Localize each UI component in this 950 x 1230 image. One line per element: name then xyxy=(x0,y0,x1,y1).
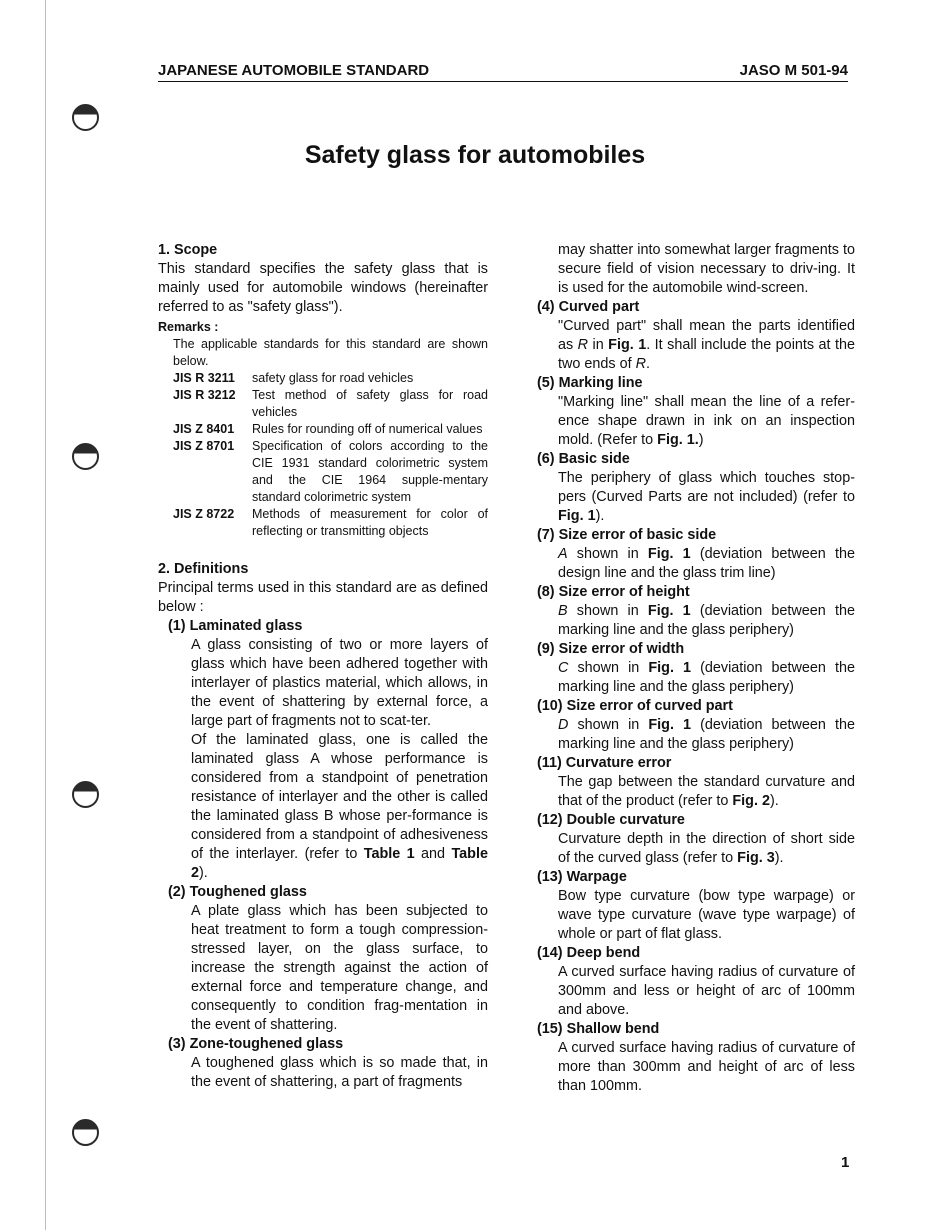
reference-code: JIS Z 8701 xyxy=(173,439,235,453)
text-run: The periphery of glass which touches stop-pers (Curved Parts are not included) (refer to xyxy=(558,470,855,505)
reference-description: Specification of colors according to the CIE 1931 standard colorimetric system and the CIE 1964 supple-mentary standard colorimetric system xyxy=(252,439,488,504)
reference-row xyxy=(173,370,488,387)
reference-row xyxy=(173,506,488,540)
text-run: (deviation between the marking line and the glass periphery) xyxy=(558,660,855,695)
figure-reference: Fig. 3 xyxy=(737,850,775,866)
remarks-heading: Remarks : xyxy=(158,320,219,334)
term-size-error-curved-text xyxy=(537,716,855,754)
term-zone-toughened-text: A toughened glass which is so made that, in the event of shattering, a part of fragments xyxy=(191,1055,488,1090)
term-curved-part-text xyxy=(537,317,855,374)
symbol: D xyxy=(558,717,569,733)
text-run: "Curved part" shall mean the parts identified as xyxy=(558,318,855,353)
text-run: shown in xyxy=(568,660,649,676)
text-run: . It shall include the points at the two ends of xyxy=(558,337,855,372)
text-run: and xyxy=(414,846,452,862)
left-column xyxy=(158,241,488,1092)
reference-description: Methods of measurement for color of reflecting or transmitting objects xyxy=(252,507,488,538)
symbol: C xyxy=(558,660,569,676)
term-warpage-text: Bow type curvature (bow type warpage) or wave type curvature (wave type warpage) of whole or part of flat glass. xyxy=(558,888,855,942)
figure-reference: Fig. 1 xyxy=(647,546,691,562)
reference-code: JIS R 3212 xyxy=(173,388,236,402)
term-deep-bend-heading: (14) Deep bend xyxy=(537,945,641,961)
term-size-error-height-text xyxy=(537,602,855,640)
binding-margin-line xyxy=(45,0,46,1230)
right-column xyxy=(537,241,855,1096)
reference-code: JIS Z 8722 xyxy=(173,507,235,521)
text-run: in xyxy=(588,337,609,353)
term-warpage-heading: (13) Warpage xyxy=(537,869,627,885)
text-run: shown in xyxy=(567,603,648,619)
term-size-error-curved-heading: (10) Size error of curved part xyxy=(537,698,733,714)
text-run: shown in xyxy=(567,546,648,562)
table-reference: Table 1 xyxy=(363,846,415,862)
term-basic-side-text xyxy=(537,469,855,526)
text-run: Of the laminated glass, one is called the laminated glass A whose performance is considered from a standpoint of penetration resistance of interlayer and the other is called the laminated glass B whose per-formance is considered from a standpoint of adhesiveness of the interlayer. (refer to xyxy=(191,732,488,862)
punch-hole xyxy=(72,781,99,808)
reference-description: Rules for rounding off of numerical values xyxy=(252,422,483,436)
symbol: A xyxy=(558,546,568,562)
punch-hole xyxy=(72,443,99,470)
term-basic-side-heading: (6) Basic side xyxy=(537,451,630,467)
remarks-body xyxy=(158,336,488,540)
figure-reference: Fig. 1 xyxy=(608,337,647,353)
figure-reference: Fig. 1 xyxy=(647,603,691,619)
term-toughened-glass-heading: (2) Toughened glass xyxy=(168,884,307,900)
table-reference: Table 2 xyxy=(191,846,488,881)
term-laminated-glass-text-2 xyxy=(158,731,488,883)
figure-reference: Fig. 1 xyxy=(558,508,596,524)
text-run: shown in xyxy=(568,717,649,733)
term-curved-part-heading: (4) Curved part xyxy=(537,299,640,315)
term-curvature-error-text xyxy=(537,773,855,811)
header-standard-number: JASO M 501-94 xyxy=(739,62,848,79)
remarks-text: The applicable standards for this standard are shown below. xyxy=(173,337,488,368)
punch-hole xyxy=(72,1119,99,1146)
term-size-error-height-heading: (8) Size error of height xyxy=(537,584,690,600)
term-marking-line-heading: (5) Marking line xyxy=(537,375,643,391)
term-double-curvature-text xyxy=(537,830,855,868)
term-double-curvature-heading: (12) Double curvature xyxy=(537,812,685,828)
reference-row xyxy=(173,438,488,506)
definitions-heading: 2. Definitions xyxy=(158,561,249,577)
term-toughened-glass-text: A plate glass which has been subjected to heat treatment to form a tough compression-stressed layer, on the glass surface, to increase the strength against the action of external force and temperature change, and consequently to condition frag-mentation in the event of shattering. xyxy=(191,903,488,1033)
text-run: The gap between the standard curvature and that of the product (refer to xyxy=(558,774,855,809)
header-rule xyxy=(158,81,848,82)
term-shallow-bend-text: A curved surface having radius of curvature of more than 300mm and height of arc of less than 100mm. xyxy=(558,1040,855,1094)
text-run: Curvature depth in the direction of short side of the curved glass (refer to xyxy=(558,831,855,866)
running-header xyxy=(158,62,848,82)
term-zone-toughened-heading: (3) Zone-toughened glass xyxy=(168,1036,344,1052)
term-laminated-glass-heading: (1) Laminated glass xyxy=(168,618,303,634)
term-zone-toughened-continued: may shatter into somewhat larger fragments to secure field of vision necessary to driv-ing. It is used for the automobile wind-screen. xyxy=(558,242,855,296)
text-run: (deviation between the marking line and the glass periphery) xyxy=(558,717,855,752)
symbol: B xyxy=(558,603,568,619)
text-run: ). xyxy=(774,850,784,866)
reference-row xyxy=(173,387,488,421)
header-organization: JAPANESE AUTOMOBILE STANDARD xyxy=(158,62,430,79)
term-size-error-width-heading: (9) Size error of width xyxy=(537,641,685,657)
text-run: . xyxy=(646,356,651,372)
term-shallow-bend-heading: (15) Shallow bend xyxy=(537,1021,660,1037)
scope-text: This standard specifies the safety glass that is mainly used for automobile windows (hereinafter referred to as "safety glass"). xyxy=(158,261,488,315)
text-run: (deviation between the design line and the glass trim line) xyxy=(558,546,855,581)
term-marking-line-text xyxy=(537,393,855,450)
text-run: ) xyxy=(698,432,704,448)
term-deep-bend-text: A curved surface having radius of curvature of 300mm and less or height of arc of 100mm and above. xyxy=(558,964,855,1018)
reference-row xyxy=(173,421,488,438)
term-size-error-width-text xyxy=(537,659,855,697)
term-curvature-error-heading: (11) Curvature error xyxy=(537,755,672,771)
reference-description: Test method of safety glass for road vehicles xyxy=(252,388,488,419)
reference-description: safety glass for road vehicles xyxy=(252,371,414,385)
definitions-intro: Principal terms used in this standard are as defined below : xyxy=(158,580,488,615)
term-laminated-glass-text: A glass consisting of two or more layers of glass which have been adhered together with interlayer of plastics material, which allows, in the event of shattering by external force, a large part of fragments not to scat-ter. xyxy=(191,637,488,729)
text-run: ). xyxy=(769,793,779,809)
reference-code: JIS R 3211 xyxy=(173,371,235,385)
symbol: R xyxy=(635,356,647,372)
scope-heading: 1. Scope xyxy=(158,242,218,258)
figure-reference: Fig. 1. xyxy=(657,432,699,448)
reference-code: JIS Z 8401 xyxy=(173,422,235,436)
text-run: ). xyxy=(199,865,208,881)
figure-reference: Fig. 1 xyxy=(648,660,692,676)
term-size-error-basic-heading: (7) Size error of basic side xyxy=(537,527,717,543)
page-title: Safety glass for automobiles xyxy=(304,141,646,169)
punch-hole xyxy=(72,104,99,131)
text-run: ). xyxy=(595,508,605,524)
term-size-error-basic-text xyxy=(537,545,855,583)
text-run: (deviation between the marking line and the glass periphery) xyxy=(558,603,855,638)
text-run: "Marking line" shall mean the line of a refer-ence shape drawn in ink on an inspection mold. (Refer to xyxy=(558,394,855,448)
figure-reference: Fig. 1 xyxy=(648,717,692,733)
symbol: R xyxy=(577,337,589,353)
figure-reference: Fig. 2 xyxy=(732,793,770,809)
page-number: 1 xyxy=(841,1154,850,1171)
